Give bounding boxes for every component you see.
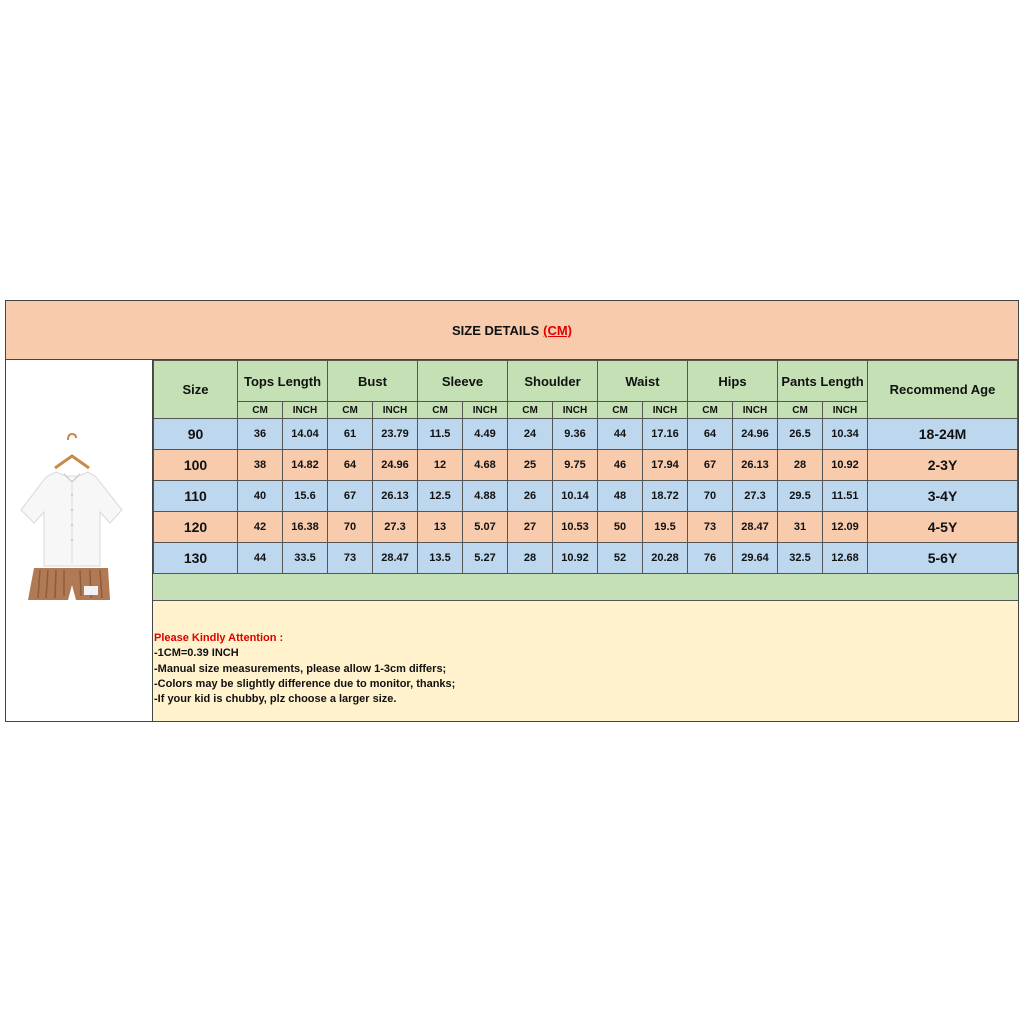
measure-cell: 28.47 [733, 512, 778, 543]
measure-cell: 50 [598, 512, 643, 543]
measure-cell: 19.5 [643, 512, 688, 543]
measure-cell: 73 [328, 543, 373, 574]
measure-cell: 24.96 [373, 450, 418, 481]
measure-cell: 26.13 [373, 481, 418, 512]
recommend-age-header: Recommend Age [868, 361, 1018, 419]
measure-cell: 14.04 [283, 419, 328, 450]
measure-cell: 12.5 [418, 481, 463, 512]
measure-cell: 18.72 [643, 481, 688, 512]
hanger-icon [55, 434, 89, 468]
note-line: -Colors may be slightly difference due to monitor, thanks; [154, 677, 456, 690]
table-footer-bar [153, 573, 1018, 601]
note-line: -Manual size measurements, please allow 1-3cm differs; [154, 662, 447, 675]
measure-cell: 64 [328, 450, 373, 481]
size-cell: 110 [154, 481, 238, 512]
note-line: -1CM=0.39 INCH [154, 647, 239, 660]
measure-cell: 32.5 [778, 543, 823, 574]
age-cell: 2-3Y [868, 450, 1018, 481]
measure-cell: 38 [238, 450, 283, 481]
unit-cm-label: CM [238, 402, 283, 419]
measure-cell: 27.3 [733, 481, 778, 512]
measure-cell: 10.53 [553, 512, 598, 543]
measure-cell: 29.64 [733, 543, 778, 574]
measure-cell: 9.75 [553, 450, 598, 481]
size-table-body [154, 419, 1018, 574]
measure-cell: 4.49 [463, 419, 508, 450]
title-text: SIZE DETAILS [451, 322, 540, 338]
tops-length-header: Tops Length [238, 361, 328, 402]
measure-cell: 14.82 [283, 450, 328, 481]
shoulder-header: Shoulder [508, 361, 598, 402]
measure-cell: 11.5 [418, 419, 463, 450]
table-row [154, 512, 1018, 543]
size-table [153, 360, 1018, 574]
unit-inch-label: INCH [283, 402, 328, 419]
waist-header: Waist [598, 361, 688, 402]
table-row [154, 419, 1018, 450]
measure-cell: 9.36 [553, 419, 598, 450]
measure-cell: 25 [508, 450, 553, 481]
unit-inch-label: INCH [373, 402, 418, 419]
size-cell: 100 [154, 450, 238, 481]
size-cell: 120 [154, 512, 238, 543]
note-line: -If your kid is chubby, plz choose a larger size. [154, 693, 397, 706]
unit-cm-label: CM [598, 402, 643, 419]
measure-cell: 28.47 [373, 543, 418, 574]
measure-cell: 28 [508, 543, 553, 574]
measure-cell: 24 [508, 419, 553, 450]
size-chart [5, 300, 1019, 722]
measure-cell: 42 [238, 512, 283, 543]
measure-cell: 61 [328, 419, 373, 450]
unit-cm-label: CM [328, 402, 373, 419]
shorts-icon [28, 568, 110, 600]
measure-cell: 29.5 [778, 481, 823, 512]
measure-cell: 12 [418, 450, 463, 481]
measure-cell: 36 [238, 419, 283, 450]
unit-cm-label: CM [418, 402, 463, 419]
measure-cell: 44 [238, 543, 283, 574]
measure-cell: 70 [688, 481, 733, 512]
measure-cell: 4.68 [463, 450, 508, 481]
measure-cell: 28 [778, 450, 823, 481]
title-unit: (CM) [543, 322, 573, 338]
measure-cell: 26.5 [778, 419, 823, 450]
measure-cell: 67 [688, 450, 733, 481]
measure-cell: 5.07 [463, 512, 508, 543]
measure-cell: 17.94 [643, 450, 688, 481]
size-cell: 130 [154, 543, 238, 574]
measure-cell: 10.92 [823, 450, 868, 481]
measure-cell: 48 [598, 481, 643, 512]
size-header: Size [154, 361, 238, 419]
product-photo-cell [6, 360, 153, 721]
measure-cell: 70 [328, 512, 373, 543]
unit-inch-label: INCH [553, 402, 598, 419]
measure-cell: 15.6 [283, 481, 328, 512]
size-chart-title [6, 301, 1018, 360]
shirt-icon [21, 472, 122, 566]
measure-cell: 20.28 [643, 543, 688, 574]
attention-title: Please Kindly Attention : [154, 632, 284, 644]
measure-cell: 46 [598, 450, 643, 481]
attention-notes [153, 601, 1018, 721]
measure-cell: 13 [418, 512, 463, 543]
measure-cell: 33.5 [283, 543, 328, 574]
table-row [154, 450, 1018, 481]
age-cell: 5-6Y [868, 543, 1018, 574]
measure-cell: 52 [598, 543, 643, 574]
unit-inch-label: INCH [733, 402, 778, 419]
measure-cell: 27 [508, 512, 553, 543]
measure-cell: 26.13 [733, 450, 778, 481]
measure-cell: 16.38 [283, 512, 328, 543]
kids-outfit-image [6, 360, 152, 721]
measure-cell: 10.34 [823, 419, 868, 450]
unit-inch-label: INCH [643, 402, 688, 419]
measure-cell: 73 [688, 512, 733, 543]
measure-cell: 10.14 [553, 481, 598, 512]
measure-cell: 13.5 [418, 543, 463, 574]
measure-cell: 44 [598, 419, 643, 450]
pants-length-header: Pants Length [778, 361, 868, 402]
unit-inch-label: INCH [823, 402, 868, 419]
hips-header: Hips [688, 361, 778, 402]
measure-cell: 67 [328, 481, 373, 512]
sleeve-header: Sleeve [418, 361, 508, 402]
measure-cell: 40 [238, 481, 283, 512]
measure-cell: 76 [688, 543, 733, 574]
measure-cell: 24.96 [733, 419, 778, 450]
unit-cm-label: CM [508, 402, 553, 419]
measure-cell: 5.27 [463, 543, 508, 574]
unit-inch-label: INCH [463, 402, 508, 419]
measure-cell: 4.88 [463, 481, 508, 512]
measure-cell: 64 [688, 419, 733, 450]
measure-cell: 10.92 [553, 543, 598, 574]
bust-header: Bust [328, 361, 418, 402]
table-row [154, 543, 1018, 574]
age-cell: 4-5Y [868, 512, 1018, 543]
size-cell: 90 [154, 419, 238, 450]
age-cell: 18-24M [868, 419, 1018, 450]
unit-cm-label: CM [688, 402, 733, 419]
measure-cell: 12.09 [823, 512, 868, 543]
table-row [154, 481, 1018, 512]
measure-cell: 23.79 [373, 419, 418, 450]
measure-cell: 27.3 [373, 512, 418, 543]
age-cell: 3-4Y [868, 481, 1018, 512]
measure-cell: 31 [778, 512, 823, 543]
measure-cell: 12.68 [823, 543, 868, 574]
measure-cell: 26 [508, 481, 553, 512]
measure-cell: 11.51 [823, 481, 868, 512]
measure-cell: 17.16 [643, 419, 688, 450]
unit-cm-label: CM [778, 402, 823, 419]
